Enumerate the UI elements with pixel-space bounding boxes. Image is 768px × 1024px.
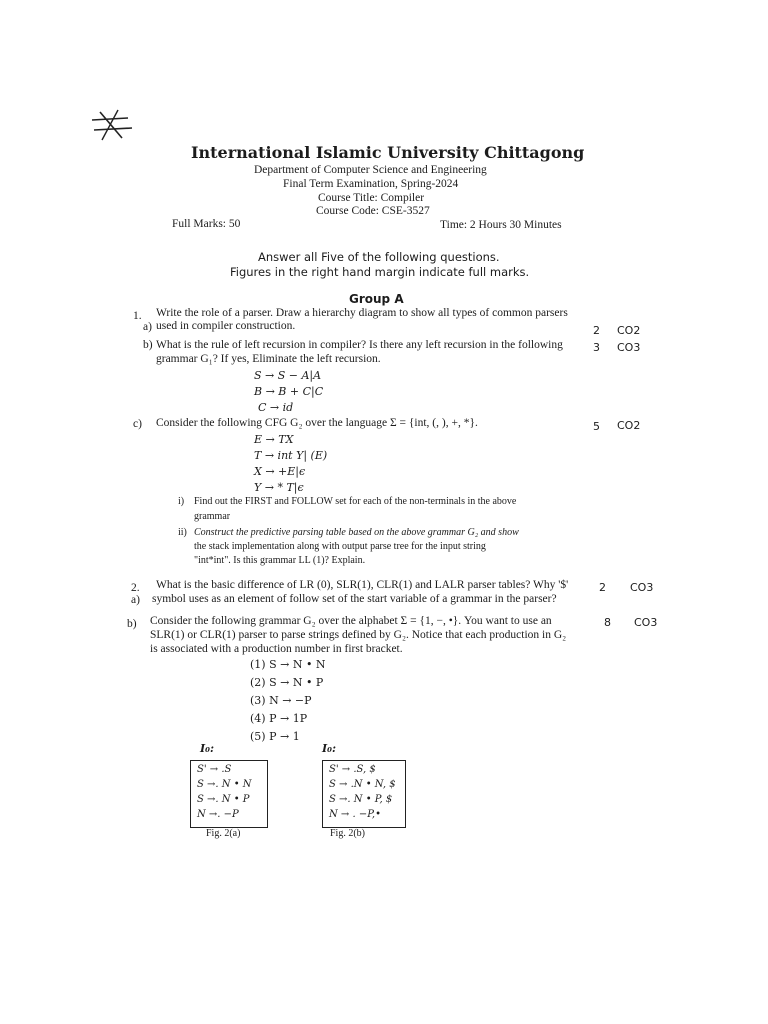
group-heading: Group A [349,292,404,306]
g1-production-1: S → S − A|A [254,369,322,382]
fig-2a-item: S →. N • P [197,794,250,805]
fig-2a-state-label: I₀: [200,742,215,755]
q1cii-text-line-2: the stack implementation along with output parse tree for the input string [194,541,486,552]
fig-2a-caption: Fig. 2(a) [206,828,241,839]
q1b-marks: 3 [593,341,600,354]
exam-name: Final Term Examination, Spring-2024 [283,178,459,190]
q2-number: 2. [131,582,140,594]
q1b-label: b) [143,339,153,351]
g2-production-1: E → TX [254,433,294,446]
q1c-text-line-1: Consider the following CFG G₂ over the language Σ = {int, (, ), +, *}. [156,417,478,429]
q2a-co: CO3 [630,581,654,594]
q1a-text-line-2: used in compiler construction. [156,320,296,332]
fig-2b-item-set [322,760,406,828]
q1a-text-line-1: Write the role of a parser. Draw a hierarchy diagram to show all types of common parsers [156,307,568,319]
instruction-line-2: Figures in the right hand margin indicate full marks. [230,265,530,279]
q1b-co: CO3 [617,341,641,354]
q1c-label: c) [133,418,142,430]
fig-2b-item: S → .N • N, $ [329,779,396,790]
g1-production-3: C → id [258,401,294,414]
production-2: (2) S → N • P [250,676,324,689]
fig-2b-caption: Fig. 2(b) [330,828,365,839]
g2-production-3: X → +E|ϵ [254,465,306,478]
fig-2b-item: S' → .S, $ [329,764,376,775]
fig-2b-item: S →. N • P, $ [329,794,393,805]
full-marks: Full Marks: 50 [172,218,241,230]
q1ci-label: i) [178,496,185,507]
fig-2a-item-set [190,760,268,828]
q1a-label: a) [143,321,152,333]
q2a-label: a) [131,594,140,606]
production-5: (5) P → 1 [250,730,300,743]
q2b-text-line-3: is associated with a production number in first bracket. [150,643,403,655]
q2b-co: CO3 [634,616,658,629]
g2-production-4: Y → * T|ϵ [254,481,304,494]
q2a-text-line-1: What is the basic difference of LR (0), SLR(1), CLR(1) and LALR parser tables? Why '$' [156,579,569,591]
q1b-text-line-1: What is the rule of left recursion in compiler? Is there any left recursion in the following [156,339,563,351]
fig-2a-item: N →. −P [197,809,239,820]
production-1: (1) S → N • N [250,658,326,671]
q1ci-text-line-1: Find out the FIRST and FOLLOW set for each of the non-terminals in the above [194,496,517,507]
instruction-line-1: Answer all Five of the following questions. [258,250,500,264]
handwritten-mark [88,108,138,144]
fig-2a-item: S →. N • N [197,779,252,790]
q1c-marks: 5 [593,420,600,433]
q2b-label: b) [127,618,137,630]
fig-2a-item: S' → .S [197,764,232,775]
q1b-text-line-2: grammar G₁? If yes, Eliminate the left recursion. [156,353,381,365]
q1c-co: CO2 [617,419,641,432]
q2a-text-line-2: symbol uses as an element of follow set of the start variable of a grammar in the parser? [152,593,557,605]
g2-production-2: T → int Y| (E) [254,449,328,462]
course-title: Course Title: Compiler [318,192,425,204]
university-title: International Islamic University Chittagong [191,143,585,162]
course-code: Course Code: CSE-3527 [316,205,430,217]
q2b-text-line-1: Consider the following grammar G₂ over the alphabet Σ = {1, −, •}. You want to use an [150,615,552,627]
q1ci-text-line-2: grammar [194,511,231,522]
q2b-text-line-2: SLR(1) or CLR(1) parser to parse strings defined by G₂. Notice that each production in G₂ [150,629,567,641]
q1cii-text-line-1: Construct the predictive parsing table based on the above grammar G₂ and show [194,527,519,538]
fig-2b-item: N → . −P,• [329,809,382,820]
g1-production-2: B → B + C|C [254,385,324,398]
q1-number: 1. [133,310,142,322]
q1a-co: CO2 [617,324,641,337]
q1cii-label: ii) [178,527,187,538]
q2b-marks: 8 [604,616,611,629]
exam-time: Time: 2 Hours 30 Minutes [440,219,562,231]
fig-2b-state-label: I₀: [322,742,337,755]
production-3: (3) N → −P [250,694,312,707]
q1cii-text-line-3: "int*int". Is this grammar LL (1)? Explain. [194,555,366,566]
production-4: (4) P → 1P [250,712,308,725]
q1a-marks: 2 [593,324,600,337]
q2a-marks: 2 [599,581,606,594]
department: Department of Computer Science and Engineering [254,164,487,176]
